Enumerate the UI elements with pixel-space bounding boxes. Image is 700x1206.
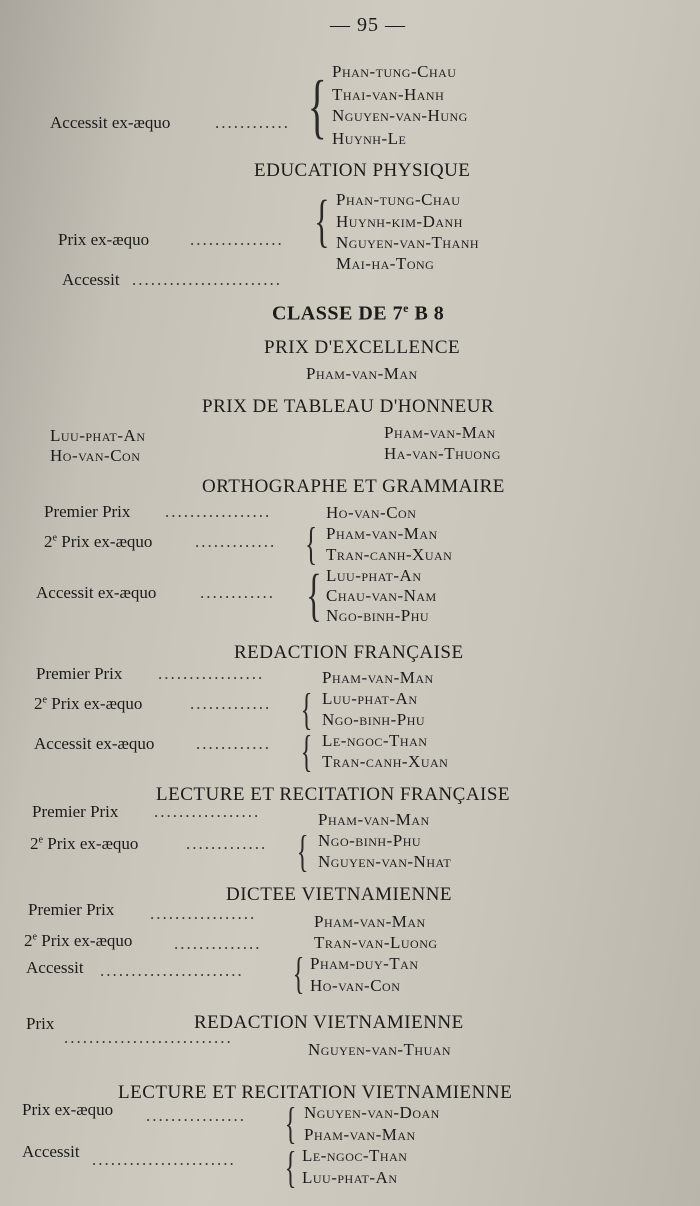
award-label: Premier Prix: [44, 502, 131, 521]
section-heading: REDACTION VIETNAMIENNE: [194, 1012, 464, 1033]
winner-name: Tran-canh-Xuan: [326, 545, 453, 564]
winner-name: Ngo-binh-Phu: [322, 710, 426, 729]
leader-dots: ...............: [190, 230, 284, 249]
section-heading: ORTHOGRAPHE ET GRAMMAIRE: [202, 476, 505, 497]
brace: {: [314, 188, 330, 253]
leader-dots: ............: [215, 113, 290, 132]
winner-name: Ho-van-Con: [50, 446, 141, 465]
brace: {: [307, 66, 327, 146]
winner-name: Ha-van-Thuong: [384, 444, 501, 463]
winner-name: Ngo-binh-Phu: [326, 606, 430, 625]
brace: {: [296, 827, 309, 876]
winner-name: Ngo-binh-Phu: [318, 831, 422, 850]
section-heading: LECTURE ET RECITATION FRANÇAISE: [156, 784, 511, 805]
leader-dots: ................: [146, 1106, 246, 1125]
leader-dots: .................: [150, 904, 257, 923]
winner-name: Pham-duy-Tan: [310, 954, 419, 973]
winner-name: Nguyen-van-Nhat: [318, 852, 452, 871]
award-label: Accessit ex-æquo: [36, 583, 157, 602]
section-heading: PRIX DE TABLEAU D'HONNEUR: [202, 396, 495, 417]
leader-dots: .................: [154, 802, 261, 821]
winner-name: Luu-phat-An: [326, 566, 422, 585]
winner-name: Pham-van-Man: [318, 810, 430, 829]
leader-dots: .................: [158, 664, 265, 683]
winner-name: Nguyen-van-Doan: [304, 1103, 440, 1122]
section-heading: LECTURE ET RECITATION VIETNAMIENNE: [118, 1082, 513, 1103]
brace: {: [306, 562, 322, 627]
award-label: Accessit: [26, 958, 84, 977]
winner-name: Ho-van-Con: [310, 976, 401, 995]
winner-name: Nguyen-van-Thuan: [308, 1040, 452, 1059]
leader-dots: ........................: [132, 270, 282, 289]
award-label: Accessit ex-æquo: [34, 734, 155, 753]
leader-dots: .............: [195, 532, 277, 551]
award-label: Prix: [26, 1014, 55, 1033]
winner-name: Tran-canh-Xuan: [322, 752, 449, 771]
winner-name: Luu-phat-An: [322, 689, 418, 708]
winner-name: Nguyen-van-Thanh: [336, 233, 480, 252]
section-heading: REDACTION FRANÇAISE: [234, 642, 464, 663]
winner-name: Pham-van-Man: [322, 668, 434, 687]
section-heading: DICTEE VIETNAMIENNE: [226, 884, 453, 905]
winner-name: Pham-van-Man: [304, 1125, 416, 1144]
leader-dots: .......................: [100, 961, 244, 980]
leader-dots: .......................: [92, 1150, 236, 1169]
section-heading: PRIX D'EXCELLENCE: [264, 337, 461, 358]
brace: {: [300, 727, 313, 776]
award-label: Accessit: [22, 1142, 80, 1161]
award-label: Prix ex-æquo: [58, 230, 150, 249]
leader-dots: .............: [190, 694, 272, 713]
winner-name: Mai-ha-Tong: [336, 254, 435, 273]
leader-dots: ...........................: [64, 1028, 233, 1047]
section-heading: EDUCATION PHYSIQUE: [254, 160, 471, 181]
brace: {: [304, 518, 318, 569]
winner-name: Luu-phat-An: [302, 1168, 398, 1187]
award-label: Prix ex-æquo: [22, 1100, 114, 1119]
winner-name: Ho-van-Con: [326, 503, 417, 522]
leader-dots: ..............: [174, 934, 262, 953]
leader-dots: ............: [200, 583, 275, 602]
brace: {: [284, 1143, 297, 1192]
award-label: Accessit: [62, 270, 120, 289]
winner-name: Le-ngoc-Than: [322, 731, 428, 750]
winner-name: Pham-van-Man: [306, 364, 418, 383]
page-number: — 95 —: [330, 14, 406, 36]
award-label: Premier Prix: [36, 664, 123, 683]
winner-name: Huynh-kim-Danh: [336, 212, 463, 231]
winner-name: Le-ngoc-Than: [302, 1146, 408, 1165]
award-label: 2e Prix ex-æquo: [30, 834, 139, 853]
award-label: Premier Prix: [32, 802, 119, 821]
class-heading: CLASSE DE 7e B 8: [272, 301, 445, 325]
brace: {: [292, 949, 305, 998]
brace: {: [284, 1099, 297, 1148]
brace: {: [300, 685, 313, 734]
winner-name: Pham-van-Man: [314, 912, 426, 931]
winner-name: Phan-tung-Chau: [336, 190, 461, 209]
winner-name: Thai-van-Hanh: [332, 85, 445, 104]
award-label: 2e Prix ex-æquo: [44, 532, 153, 551]
winner-name: Nguyen-van-Hung: [332, 106, 468, 125]
leader-dots: ............: [196, 734, 271, 753]
leader-dots: .................: [165, 502, 272, 521]
award-label: 2e Prix ex-æquo: [34, 694, 143, 713]
award-label: 2e Prix ex-æquo: [24, 931, 133, 950]
winner-name: Pham-van-Man: [384, 423, 496, 442]
winner-name: Chau-van-Nam: [326, 586, 437, 605]
winner-name: Huynh-Le: [332, 129, 407, 148]
leader-dots: .............: [186, 834, 268, 853]
winner-name: Pham-van-Man: [326, 524, 438, 543]
winner-name: Luu-phat-An: [50, 426, 146, 445]
award-label: Premier Prix: [28, 900, 115, 919]
winner-name: Phan-tung-Chau: [332, 62, 457, 81]
winner-name: Tran-van-Luong: [314, 933, 438, 952]
award-label: Accessit ex-æquo: [50, 113, 171, 132]
